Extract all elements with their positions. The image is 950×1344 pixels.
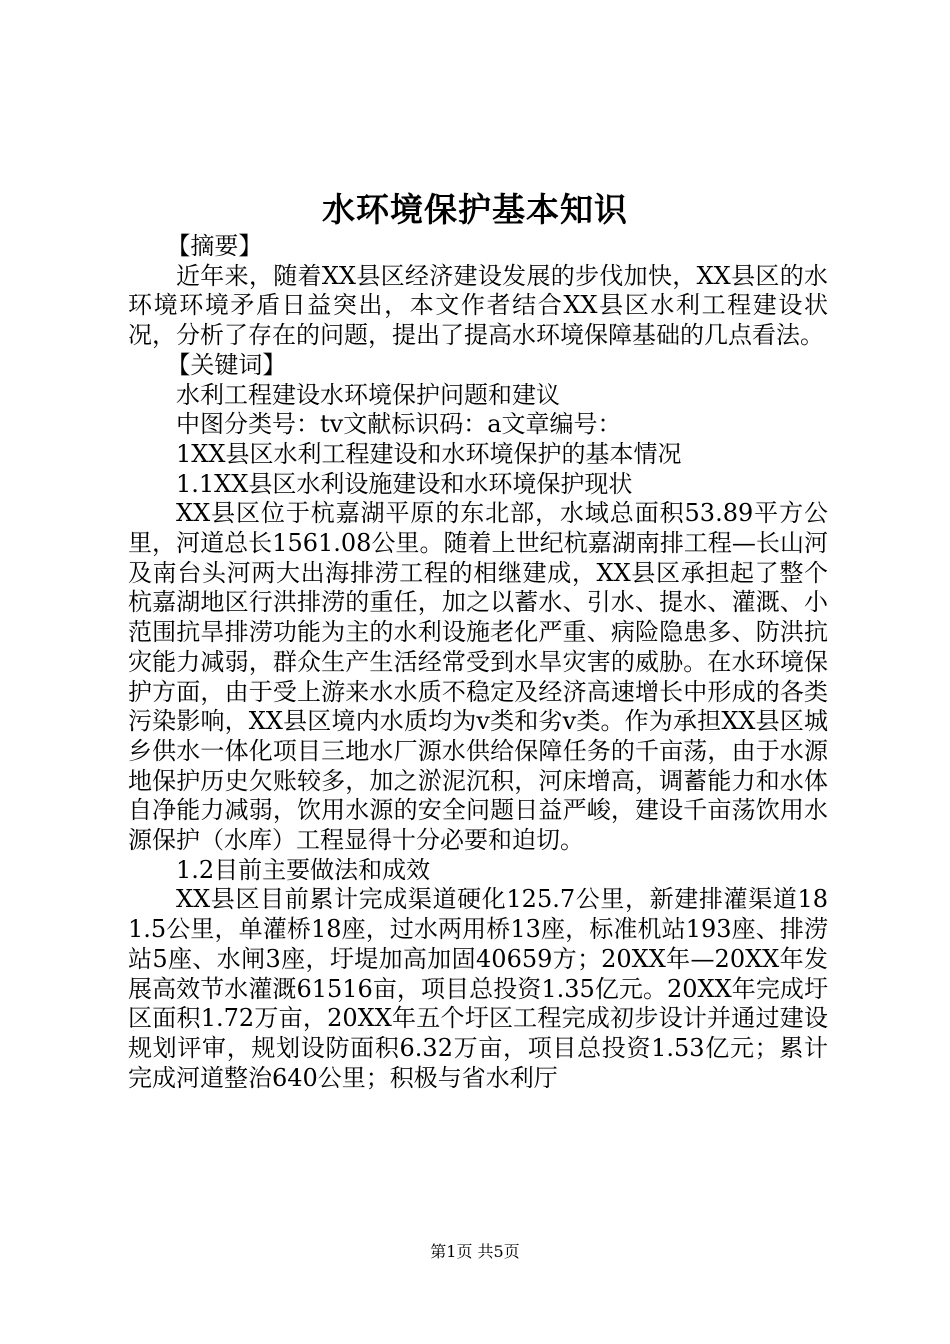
- abstract-heading: 【摘要】: [166, 232, 263, 260]
- classification-line: 中图分类号：tv文献标识码：a文章编号：: [176, 410, 622, 439]
- document-body: [128, 232, 828, 1093]
- page-number: 第1页 共5页: [430, 1242, 520, 1261]
- body-paragraph: XX县区目前累计完成渠道硬化125.7公里，新建排灌渠道181.5公里，单灌桥18座，过水两用桥13座，标准机站193座、排涝站5座、水闸3座，圩堤加高加固40659方；20XX年—20XX年发展高效节水灌溉61516亩，项目总投资1.35亿元。20XX年完成圩区面积1.72万亩，20XX年五个圩区工程完成初步设计并通过建设规划评审，规划设防面积6.32万亩，项目总投资1.53亿元；累计完成河道整治640公里；积极与省水利厅: [128, 885, 828, 1092]
- keywords-heading: 【关键词】: [166, 350, 287, 379]
- abstract-text: 近年来，随着XX县区经济建设发展的步伐加快，XX县区的水环境环境矛盾日益突出，本文作者结合XX县区水利工程建设状况，分析了存在的问题，提出了提高水环境保障基础的几点看法。: [128, 261, 828, 350]
- document-title: 水环境保护基本知识: [322, 190, 628, 229]
- keywords-text: 水利工程建设水环境保护问题和建议: [176, 380, 560, 409]
- section-heading-1-1: 1.1XX县区水利设施建设和水环境保护现状: [176, 469, 633, 498]
- body-paragraph: XX县区位于杭嘉湖平原的东北部，水域总面积53.89平方公里，河道总长1561.08公里。随着上世纪杭嘉湖南排工程—长山河及南台头河两大出海排涝工程的相继建成，XX县区承担起了整个杭嘉湖地区行洪排涝的重任，加之以蓄水、引水、提水、灌溉、小范围抗旱排涝功能为主的水利设施老化严重、病险隐患多、防洪抗灾能力减弱，群众生产生活经常受到水旱灾害的威胁。在水环境保护方面，由于受上游来水水质不稳定及经济高速增长中形成的各类污染影响，XX县区境内水质均为v类和劣v类。作为承担XX县区城乡供水一体化项目三地水厂源水供给保障任务的千亩荡，由于水源地保护历史欠账较多，加之淤泥沉积，河床增高，调蓄能力和水体自净能力减弱，饮用水源的安全问题日益严峻，建设千亩荡饮用水源保护（水库）工程显得十分必要和迫切。: [128, 499, 828, 855]
- section-heading-1: 1XX县区水利工程建设和水环境保护的基本情况: [176, 439, 682, 468]
- section-heading-1-2: 1.2目前主要做法和成效: [176, 855, 431, 884]
